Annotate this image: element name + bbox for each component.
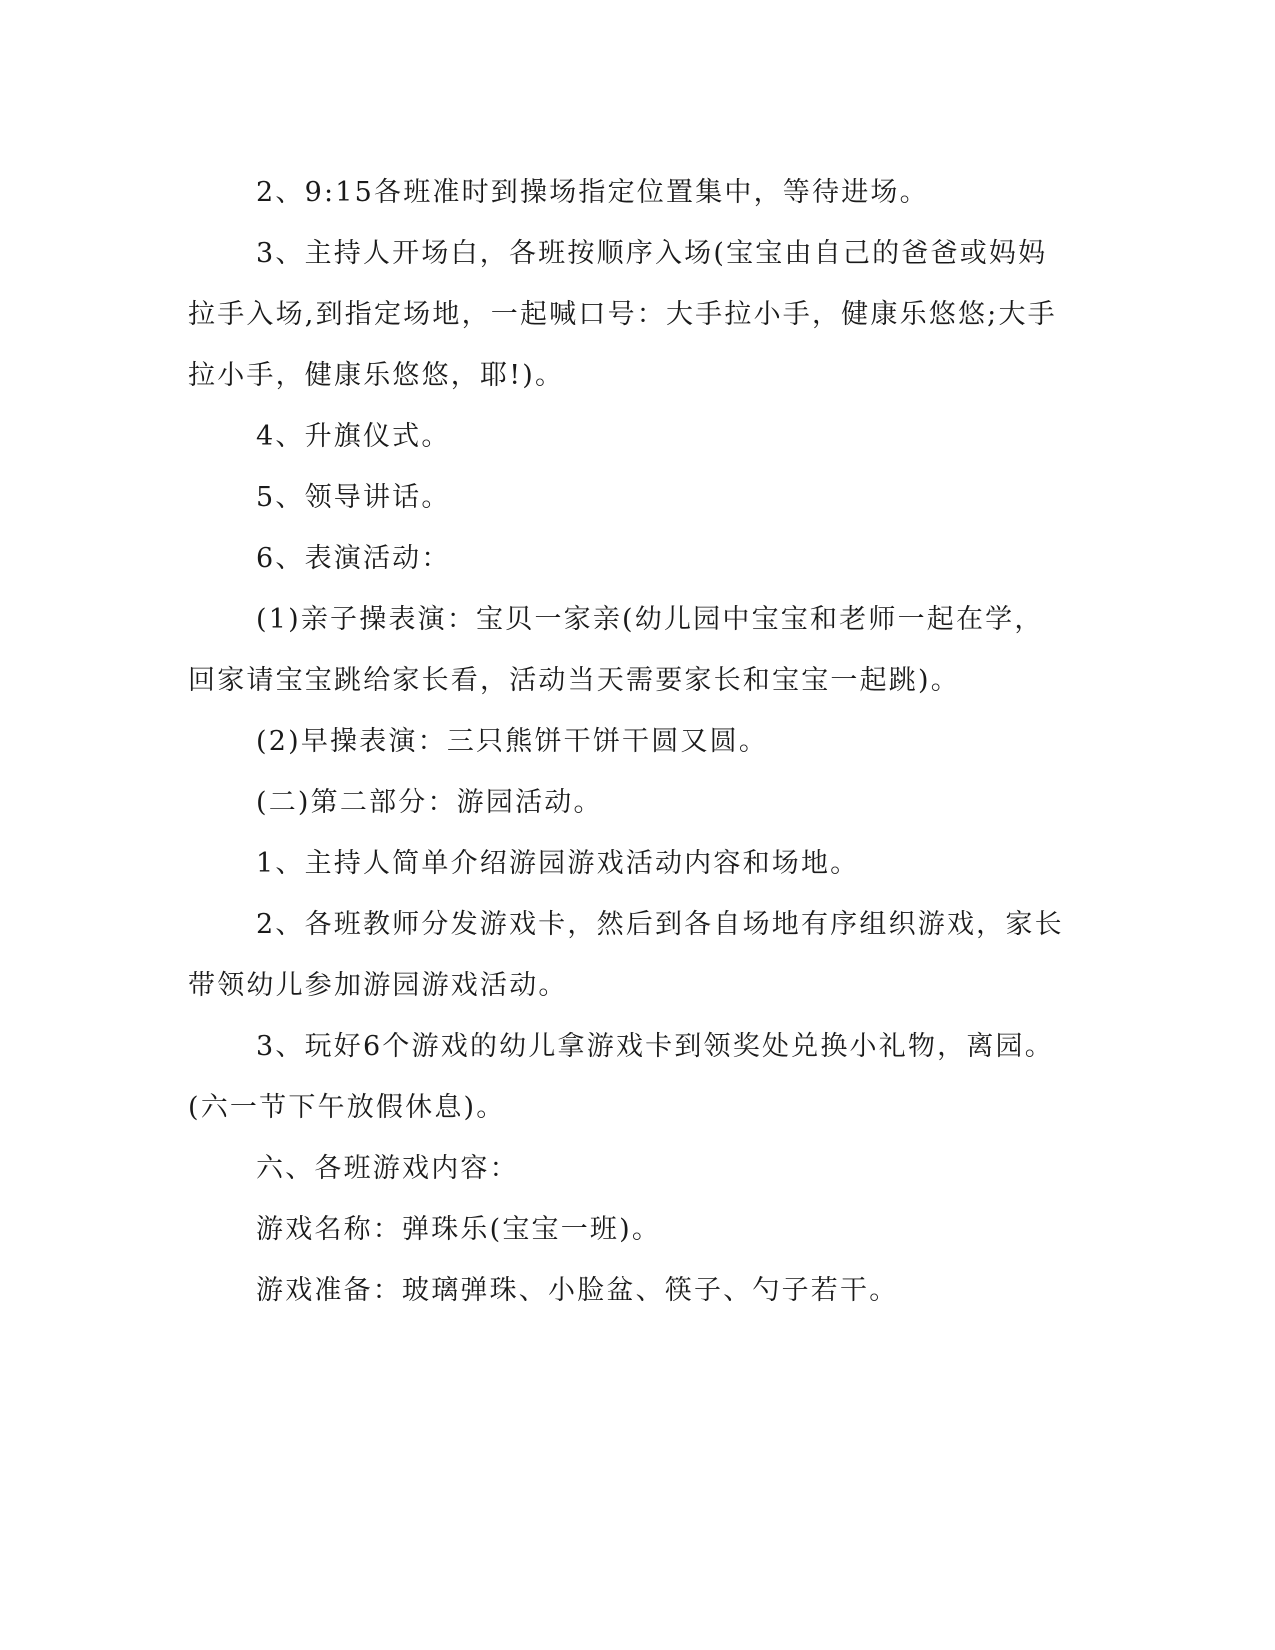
paragraph-morning-exercise: (2)早操表演：三只熊饼干饼干圆又圆。 <box>256 726 769 757</box>
paragraph-opening-entrance: 3、主持人开场白，各班按顺序入场(宝宝由自己的爸爸或妈妈拉手入场,到指定场地，一起喊口号：大手拉小手，健康乐悠悠;大手拉小手，健康乐悠悠，耶!)。 <box>188 238 1057 391</box>
section-heading-part-two: (二)第二部分：游园活动。 <box>256 787 603 818</box>
paragraph-game-name: 游戏名称：弹珠乐(宝宝一班)。 <box>256 1214 662 1245</box>
section-heading-class-games: 六、各班游戏内容： <box>256 1153 519 1184</box>
paragraph-performance-heading: 6、表演活动： <box>256 543 451 574</box>
paragraph-leader-speech: 5、领导讲话。 <box>256 482 451 513</box>
document-body <box>188 162 1068 1321</box>
paragraph-game-preparation: 游戏准备：玻璃弹珠、小脸盆、筷子、勺子若干。 <box>256 1275 899 1306</box>
paragraph-parent-child-exercise: (1)亲子操表演：宝贝一家亲(幼儿园中宝宝和老师一起在学，回家请宝宝跳给家长看，活动当天需要家长和宝宝一起跳)。 <box>188 604 1044 696</box>
paragraph-host-introduction: 1、主持人简单介绍游园游戏活动内容和场地。 <box>256 848 860 879</box>
paragraph-game-cards: 2、各班教师分发游戏卡，然后到各自场地有序组织游戏，家长带领幼儿参加游园游戏活动。 <box>188 909 1064 1001</box>
paragraph-flag-raising: 4、升旗仪式。 <box>256 421 451 452</box>
paragraph-assembly-time: 2、9:15各班准时到操场指定位置集中，等待进场。 <box>256 177 929 208</box>
paragraph-prize-exchange: 3、玩好6个游戏的幼儿拿游戏卡到领奖处兑换小礼物，离园。(六一节下午放假休息)。 <box>188 1031 1054 1123</box>
